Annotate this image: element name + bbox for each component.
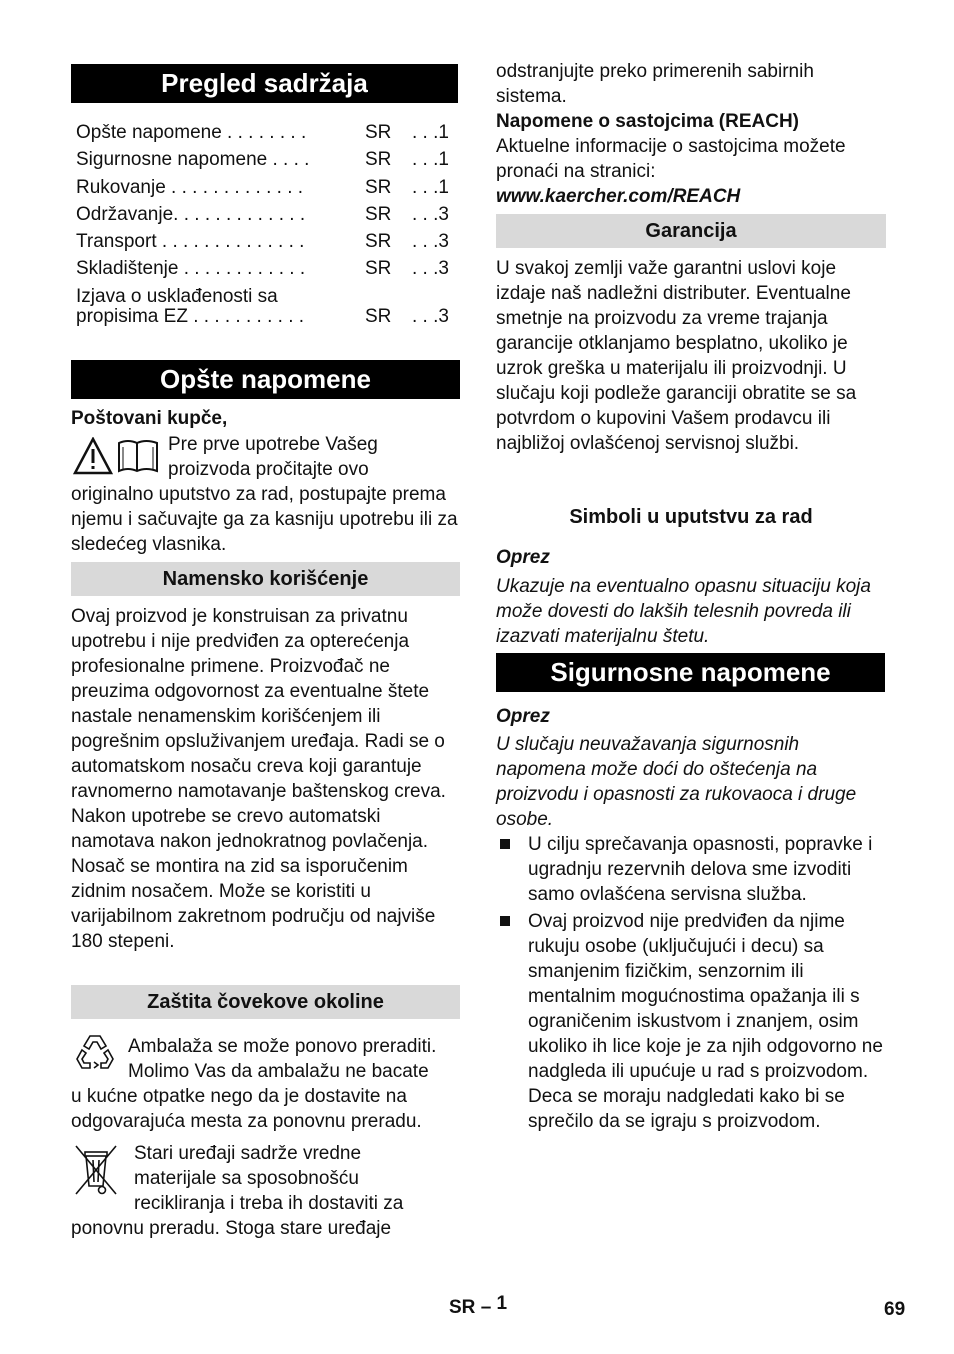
footer-section: [449, 1293, 508, 1319]
intro-line-2: proizvoda pročitajte ovo: [168, 459, 369, 480]
toc-entry-label: Opšte napomene . . . . . . . .: [76, 122, 307, 143]
section-title-safety: Sigurnosne napomene: [496, 653, 885, 692]
section-title-warranty: Garancija: [496, 214, 886, 248]
section-title-environment: Zaštita čovekove okoline: [71, 985, 460, 1019]
toc-entry-page: . . .1: [412, 122, 449, 143]
toc-entry-page: . . .1: [412, 149, 449, 170]
greeting: Poštovani kupče,: [71, 408, 228, 429]
safety-caution-text: U slučaju neuvažavanja sigurnosnih napomena može doći do oštećenja na proizvodu i opasnosti za rukovaoca i druge osobe.: [496, 734, 857, 830]
toc-entry-label: Skladištenje . . . . . . . . . . . .: [76, 258, 306, 279]
safety-caution-label: Oprez: [496, 706, 550, 727]
reach-link[interactable]: www.kaercher.com/REACH: [496, 186, 741, 207]
safety-bullet-text: Ovaj proizvod nije predviđen da njime rukuju osobe (uključujući i decu) sa smanjenim fizičkim, senzornim ili mentalnim mogućnostima opažanja ili s ograničenim iskustvom i znanjem, osim ukoliko ih lice koje je za njih odgovorno ne nadgleda ili upućuje u rad s proizvodom. Deca se moraju nadgledati kako bi se sprečilo da se igraju s proizvodom.: [528, 911, 883, 1132]
packaging-line-2: Molimo Vas da ambalažu ne bacate: [128, 1061, 429, 1082]
footer-dash: –: [480, 1297, 492, 1318]
toc-entry-page: . . .3: [412, 231, 449, 252]
toc-entry-label: Rukovanje . . . . . . . . . . . . .: [76, 177, 304, 198]
toc-entry-label: Transport . . . . . . . . . . . . . .: [76, 231, 305, 252]
toc-entry-label: Održavanje. . . . . . . . . . . . .: [76, 204, 306, 225]
toc-entry-lang: SR: [365, 204, 392, 225]
toc-title: Pregled sadržaja: [71, 64, 458, 103]
devices-text-continued: odstranjujte preko primerenih sabirnih sistema.: [496, 61, 814, 107]
toc-entry-label: propisima EZ . . . . . . . . . . .: [76, 306, 305, 327]
bullet-square-icon: [500, 839, 510, 849]
section-title-general: Opšte napomene: [71, 360, 460, 399]
reach-text: Aktuelne informacije o sastojcima možete pronaći na stranici:: [496, 136, 846, 182]
footer-section-page: 1: [496, 1293, 508, 1314]
safety-bullet-text: U cilju sprečavanja opasnosti, popravke i ugradnju rezervnih delova sme izvoditi samo ovlašćena servisna služba.: [528, 834, 873, 905]
toc-entry-page: . . .3: [412, 306, 449, 327]
crossed-bin-icon: [73, 1142, 119, 1198]
intro-line-1: Pre prve upotrebe Vašeg: [168, 434, 378, 455]
toc-entry-page: . . .1: [412, 177, 449, 198]
toc-entry-lang: SR: [365, 177, 392, 198]
toc-entry-label-line1: Izjava o usklađenosti sa: [76, 286, 278, 307]
page-number: 69: [884, 1299, 906, 1320]
toc-entry-lang: SR: [365, 122, 392, 143]
footer-lang: SR: [449, 1297, 476, 1318]
toc-entry-lang: SR: [365, 258, 392, 279]
symbols-caution-text: Ukazuje na eventualno opasnu situaciju koja može dovesti do lakših telesnih povreda ili izazvati materijalnu štetu.: [496, 576, 871, 647]
toc-entry-lang: SR: [365, 231, 392, 252]
devices-line-2: materijale sa sposobnošću: [134, 1168, 359, 1189]
symbols-title: Simboli u uputstvu za rad: [569, 506, 813, 528]
packaging-line-1: Ambalaža se može ponovo preraditi.: [128, 1036, 437, 1057]
intro-text: originalno uputstvo za rad, postupajte prema njemu i sačuvajte ga za kasniju upotrebu ili za sledećeg vlasnika.: [71, 484, 458, 555]
reach-title: Napomene o sastojcima (REACH): [496, 111, 800, 132]
toc-entry-label: Sigurnosne napomene . . . .: [76, 149, 310, 170]
devices-line-3: recikliranja i treba ih dostaviti za: [134, 1193, 404, 1214]
recycling-icon: [73, 1032, 117, 1074]
warning-manual-icon: [73, 437, 161, 477]
devices-line-1: Stari uređaji sadrže vredne: [134, 1143, 362, 1164]
toc-entry-lang: SR: [365, 149, 392, 170]
toc-entry-lang: SR: [365, 306, 392, 327]
symbols-caution-label: Oprez: [496, 547, 550, 568]
toc-entry-page: . . .3: [412, 258, 449, 279]
devices-text: ponovnu preradu. Stoga stare uređaje: [71, 1218, 392, 1239]
section-title-intended-use: Namensko korišćenje: [71, 562, 460, 596]
bullet-square-icon: [500, 916, 510, 926]
toc-entry[interactable]: [76, 284, 456, 334]
packaging-text: u kućne otpatke nego da je dostavite na odgovarajuća mesta za ponovnu preradu.: [71, 1086, 422, 1132]
warranty-text: U svakoj zemlji važe garantni uslovi koje izdaje naš nadležni distributer. Eventualne smetnje na proizvodu za vreme trajanja garancije otklanjamo besplatno, ukoliko je uzrok greška u materijalu ili proizvodnji. U slučaju koji podleže garanciji obratite se sa potvrdom o kupovini Vašem prodavcu ili najbližoj ovlašćenoj servisnoj službi.: [496, 258, 857, 454]
toc-entry-page: . . .3: [412, 204, 449, 225]
intended-use-text: Ovaj proizvod je konstruisan za privatnu upotrebu i nije predviđen za opterećenja profesionalne primene. Proizvođač ne preuzima odgovornost za eventualne štete nastale nenamenskim korišćenjem ili pogrešnim opsluživanjem uređaja. Radi se o automatskom nosaču creva koji garantuje ravnomerno namotavanje baštenskog creva. Nakon upotrebe se crevo automatski namotava nakon jednokratnog povlačenja. Nosač se montira na zid sa isporučenim zidnim nosačem. Može se koristiti u varijabilnom zakretnom području od najviše 180 stepeni.: [71, 606, 446, 952]
